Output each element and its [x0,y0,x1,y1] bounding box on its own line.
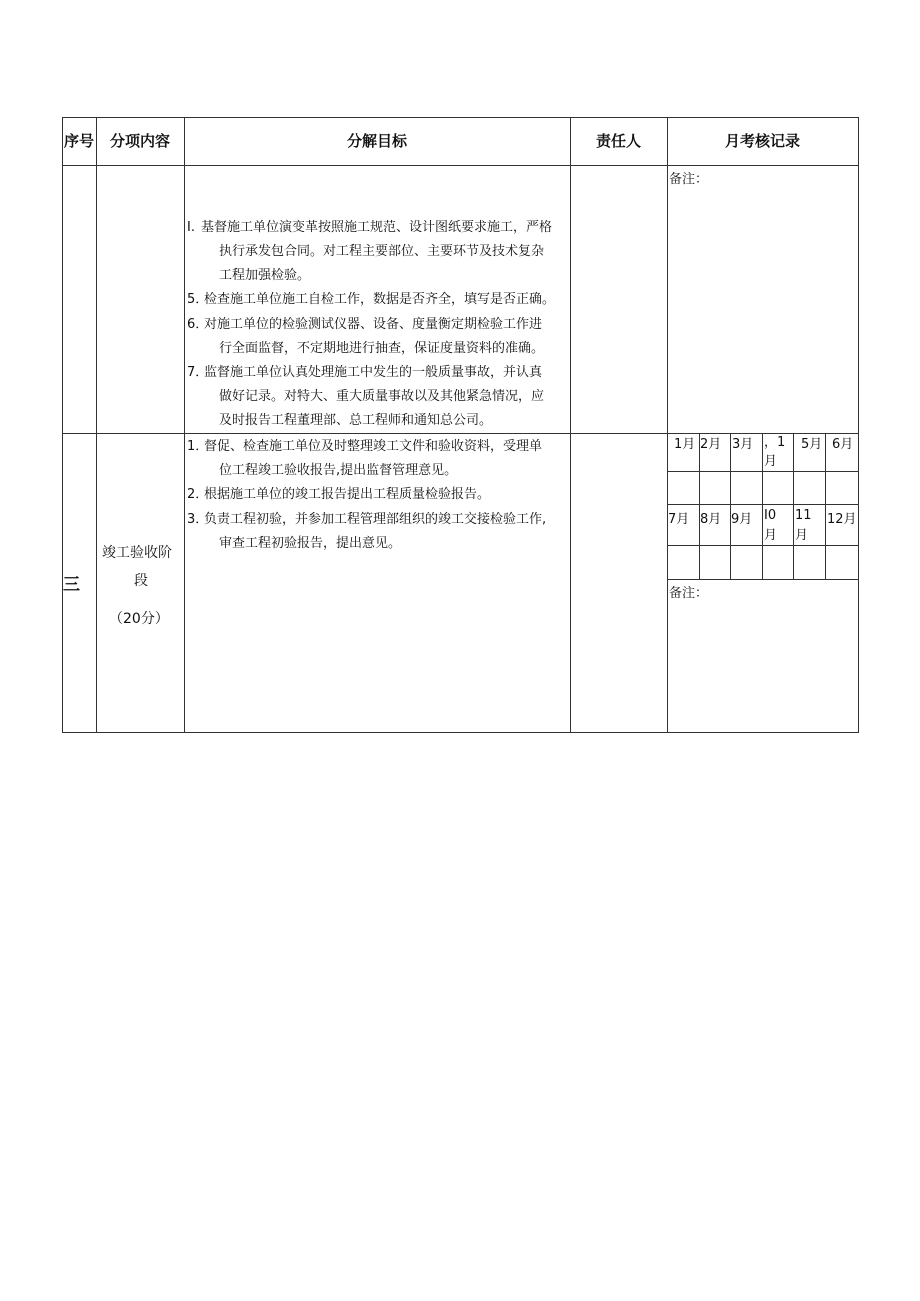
month-label-10-second: 月 [764,528,778,543]
month-label-6: 6月 [832,437,854,452]
header-bottom-border [62,165,859,166]
month-label-7: 7月 [668,512,690,527]
month-grid-line [667,471,859,472]
header-seq: 序号 [63,132,94,150]
month-label-3: 3月 [732,437,754,452]
row2-item-score: （20分） [109,611,169,627]
month-label-4: ，1 [764,435,786,450]
list-item-text: 根据施工单位的竣工报告提出工程质量检验报告。 [204,487,491,502]
month-label-2: 2月 [700,437,722,452]
list-item-number: 3． [187,512,209,527]
month-label-8: 8月 [700,512,722,527]
list-item-number: 7． [187,365,209,380]
month-label-4-second: 月 [764,454,778,469]
list-item-text: 审查工程初验报告，提出意见。 [219,536,402,551]
list-item-text: 工程加强检验。 [219,268,311,283]
list-item-number: I. [187,220,195,235]
month-grid-line [699,433,700,579]
list-item-number: 5． [187,292,209,307]
header-item: 分项内容 [109,132,170,150]
month-label-9: 9月 [731,512,753,527]
month-label-5: 5月 [801,437,823,452]
row-divider [62,433,859,434]
month-grid-line [825,433,826,579]
list-item-text: 位工程竣工验收报告,提出监督管理意见。 [219,463,458,478]
header-target: 分解目标 [346,132,407,150]
table-border-right [858,117,859,733]
month-grid-line [793,433,794,579]
month-grid-line [762,433,763,579]
list-item-text: 做好记录。对特大、重大质量事故以及其他紧急情况，应 [219,389,545,404]
header-monthly: 月考核记录 [724,132,800,150]
list-item-text: 及时报告工程董理部、总工程师和通知总公司。 [219,413,493,428]
list-item-text: 检查施工单位施工自检工作，数据是否齐全，填写是否正确。 [204,292,556,307]
column-divider [570,117,571,733]
list-item-text: 监督施工单位认真处理施工中发生的一般质量事故，并认真 [204,365,543,380]
list-item-number: 2． [187,487,209,502]
row2-item-line1: 竣工验收阶 [102,545,172,561]
list-item-text: 基督施工单位演变革按照施工规范、设计图纸要求施工，严格 [201,220,553,235]
month-grid-line [667,504,859,505]
table-border-bottom [62,732,859,733]
month-grid-line [730,433,731,579]
list-item-text: 负责工程初验，并参加工程管理部组织的竣工交接检验工作, [204,512,547,527]
month-label-10: I0 [764,508,777,523]
list-item-text: 执行承发包合同。对工程主要部位、主要环节及技术复杂 [219,244,545,259]
row2-item-line2: 段 [134,573,148,589]
column-divider [96,117,97,733]
month-grid-line [667,545,859,546]
table-border-left [62,117,63,733]
list-item-text: 督促、检查施工单位及时整理竣工文件和验收资料，受理单 [204,439,543,454]
column-divider [667,117,668,733]
column-divider [184,117,185,733]
header-owner: 责任人 [595,132,641,150]
month-label-11: 11 [795,508,812,523]
row2-seq: 三 [63,575,80,595]
list-item-text: 行全面监督，不定期地进行抽查，保证度量资料的准确。 [219,341,545,356]
list-item-text: 对施工单位的检验测试仪器、设备、度量衡定期检验工作进 [204,317,543,332]
list-item-number: 1． [187,439,209,454]
row1-remark: 备注： [669,172,709,187]
month-label-11-second: 月 [795,528,809,543]
list-item-number: 6． [187,317,209,332]
month-label-1: 1月 [674,437,696,452]
month-label-12: 12月 [827,512,857,527]
month-grid-line [667,579,859,580]
row2-remark: 备注： [669,586,709,601]
